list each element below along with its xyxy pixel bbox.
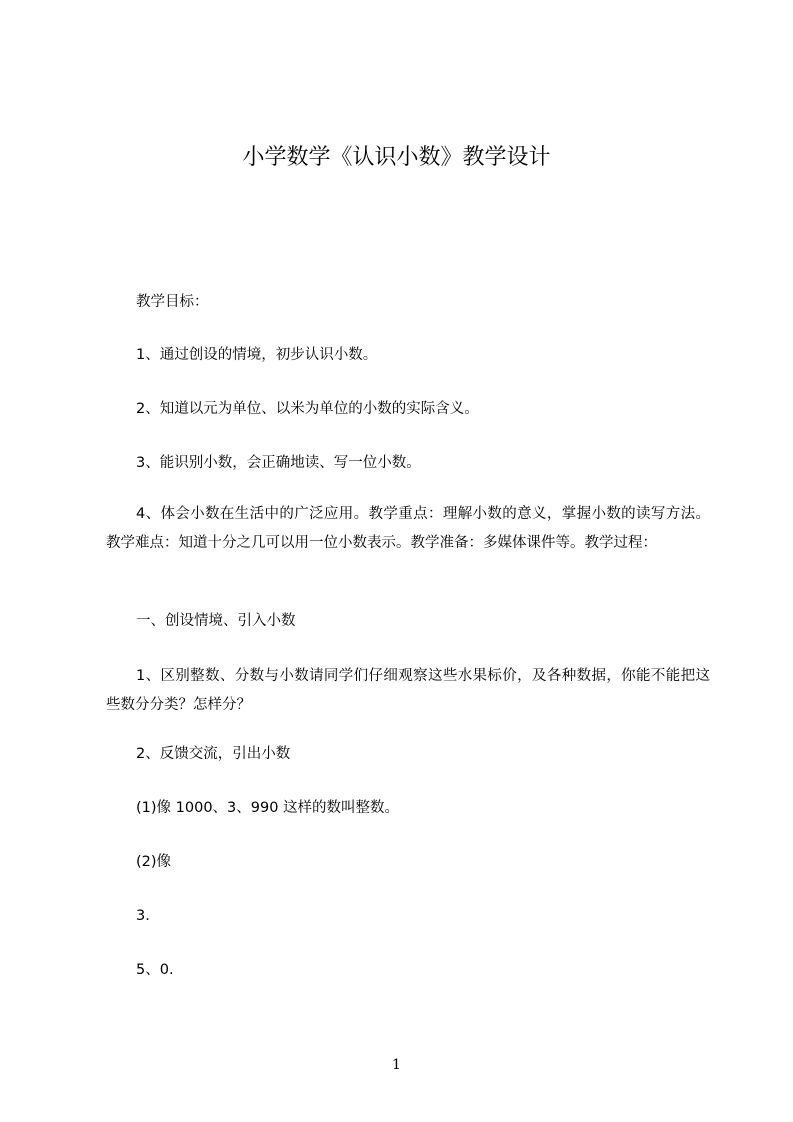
paragraph-step-2: 2、反馈交流，引出小数 — [136, 746, 291, 762]
paragraph-objective-3: 3、能识别小数，会正确地读、写一位小数。 — [136, 455, 421, 471]
paragraph-section-1-heading: 一、创设情境、引入小数 — [136, 613, 296, 629]
paragraph-objectives-heading: 教学目标： — [136, 294, 209, 310]
paragraph-fragment-2: 5、0. — [136, 962, 174, 978]
paragraph-objective-1: 1、通过创设的情境，初步认识小数。 — [136, 347, 378, 363]
paragraph-item-1: (1)像 1000、3、990 这样的数叫整数。 — [136, 800, 400, 816]
paragraph-step-1: 1、区别整数、分数与小数请同学们仔细观察这些水果标价，及各种数据，你能不能把这些数分分类？怎样分？ — [106, 668, 710, 713]
page-number: 1 — [392, 1057, 401, 1073]
paragraph-objective-2: 2、知道以元为单位、以米为单位的小数的实际含义。 — [136, 401, 479, 417]
paragraph-fragment-1: 3. — [136, 908, 150, 924]
paragraph-item-2: (2)像 — [136, 854, 172, 870]
document-title: 小学数学《认识小数》教学设计 — [242, 145, 551, 170]
paragraph-objective-4: 4、体会小数在生活中的广泛应用。教学重点：理解小数的意义，掌握小数的读写方法。教学难点：知道十分之几可以用一位小数表示。教学准备：多媒体课件等。教学过程： — [106, 506, 710, 551]
